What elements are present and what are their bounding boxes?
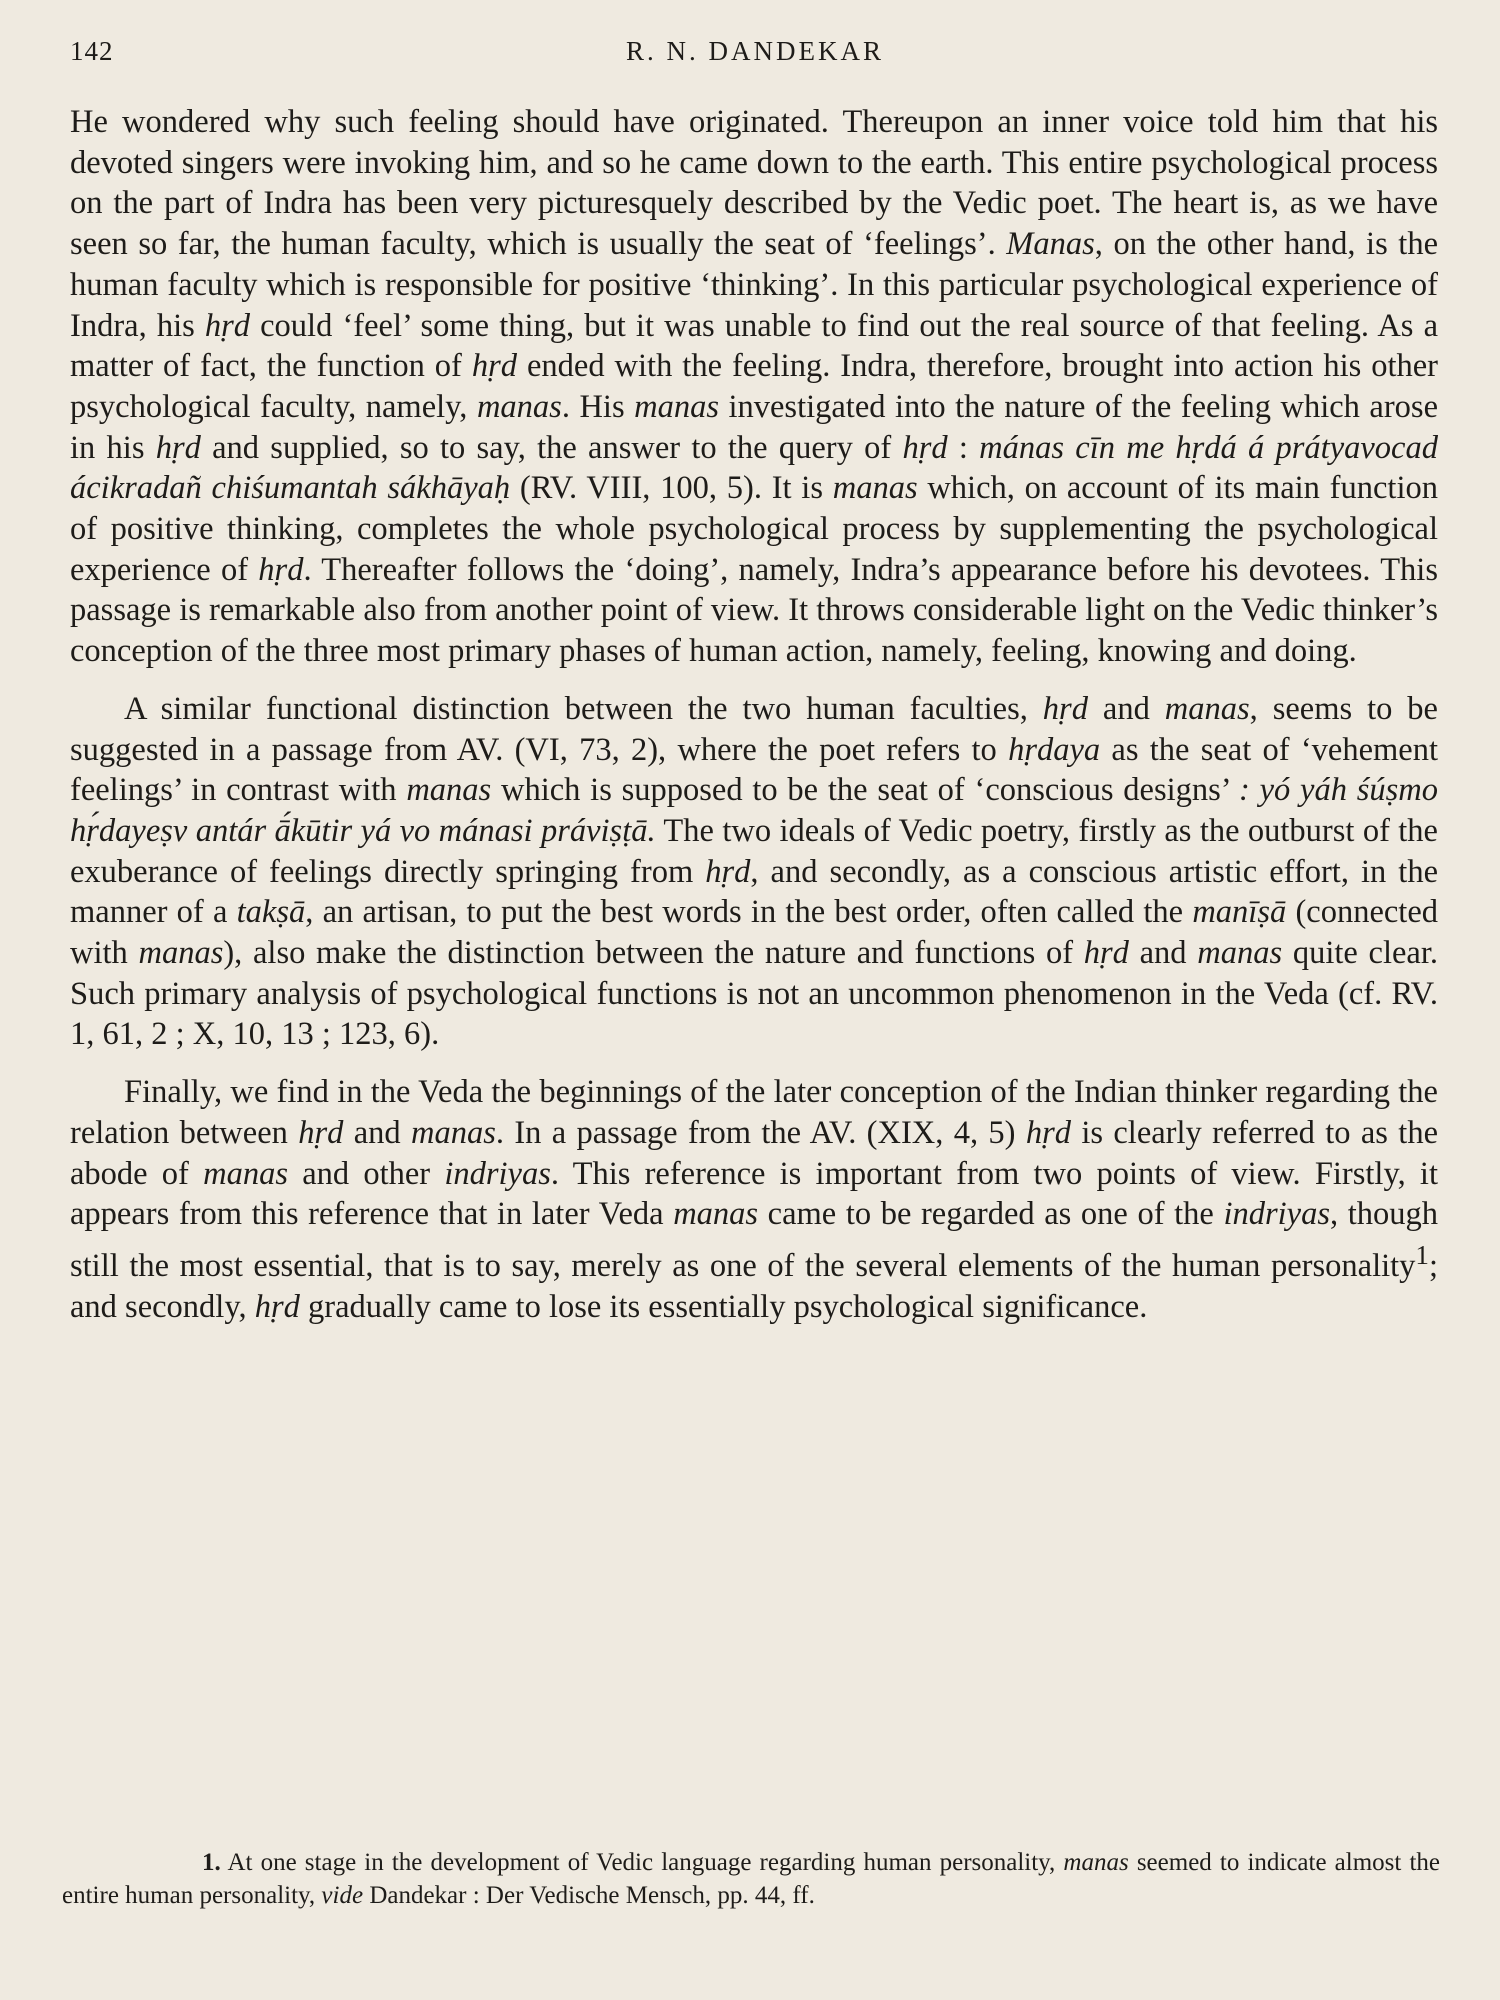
text-run: came to be regarded as one of the <box>758 1196 1224 1233</box>
italic-term: manas <box>203 1155 288 1192</box>
italic-term: manas <box>1063 1849 1129 1876</box>
italic-term: manas <box>410 1114 496 1151</box>
italic-term: hṛd <box>155 429 201 466</box>
text-run: , on the other hand, is the human faculty which is responsible for positive ‘thinking’. In this particular psychological experience of Indra, his <box>70 226 1438 344</box>
italic-term: manas <box>406 772 492 809</box>
italic-term: hṛd <box>1025 1114 1072 1151</box>
footnote-marker: 1 <box>1415 1239 1429 1270</box>
text-run: and <box>1128 935 1198 972</box>
italic-term: manas <box>634 388 719 425</box>
italic-term: indriyas <box>1223 1196 1330 1233</box>
italic-term: manas <box>1164 690 1250 727</box>
text-run: and <box>343 1114 411 1151</box>
paragraph <box>70 1072 1438 1327</box>
text-run: Vedische Mensch, pp. 44, ff. <box>529 1882 815 1909</box>
text-run: (connected with <box>70 894 1438 972</box>
italic-term: manīṣā <box>1192 894 1287 931</box>
text-run: gradually came to lose its essentially psychological significance. <box>299 1288 1148 1325</box>
body-text <box>70 102 1438 1344</box>
text-run: A similar functional distinction between the two human faculties, <box>124 690 1043 727</box>
text-run: ; and secondly, <box>70 1247 1438 1325</box>
italic-term: mánas cīn me hṛdá á prátyavocad ácikradañ chiśumantah sákhāyaḥ <box>70 429 1438 507</box>
italic-term: hṛdaya <box>1008 731 1101 768</box>
text-run: . This reference is important from two points of view. Firstly, it appears from this reference that in later Veda <box>70 1155 1438 1233</box>
page-header <box>70 36 1440 76</box>
italic-term: hṛd <box>902 429 948 466</box>
text-run: and <box>1087 690 1165 727</box>
paragraph <box>70 689 1438 1055</box>
text-run: ), also make the distinction between the nature and functions of <box>223 935 1084 972</box>
text-run: . In a passage from the AV. (XIX, 4, 5) <box>495 1114 1026 1151</box>
italic-term: hṛd <box>254 1288 300 1325</box>
text-run: and supplied, so to say, the answer to the query of <box>200 429 903 466</box>
italic-term: Manas <box>1006 226 1095 263</box>
text-run: , and secondly, as a conscious artistic effort, in the manner of a <box>70 853 1438 931</box>
page-number: 142 <box>70 36 114 66</box>
italic-term: vide <box>321 1882 364 1909</box>
italic-term: : yó yáh śúṣmo hṛ́dayeṣv antár ā́kūtir yá vo mánasi práviṣṭā. <box>70 772 1438 849</box>
text-run: . Thereafter follows the ‘doing’, namely, Indra’s appearance before his devotees. This passage is remarkable also from another point of view. It throws considerable light on the Vedic thinker’s conception of the three most primary phases of human action, namely, feeling, knowing and doing. <box>70 551 1438 670</box>
italic-term: manas <box>138 935 224 972</box>
text-run: and other <box>287 1155 445 1192</box>
footnote <box>62 1846 1440 1912</box>
italic-term: takṣā <box>236 894 306 931</box>
text-run: quite clear. Such primary analysis of psychological functions is not an uncommon phenomenon in the Veda (cf. RV. 1, 61, 2 ; X, 10, 13 ; 123, 6). <box>70 935 1438 1053</box>
italic-term: hṛd <box>298 1114 344 1151</box>
text-run: ended with the feeling. Indra, therefore, brought into action his other psychological faculty, namely, <box>70 348 1439 425</box>
text-run: At one stage in the development of Vedic language regarding human personality, <box>227 1849 1056 1876</box>
italic-term: hṛd <box>1042 690 1088 727</box>
italic-term: hṛd <box>258 551 304 588</box>
footnotes <box>62 1846 1440 1912</box>
text-run: investigated into the nature of the feeling which arose in his <box>70 388 1438 466</box>
text-run: could ‘feel’ some thing, but it was unable to find out the real source of that feeling. As a matter of fact, the function of <box>70 307 1438 385</box>
italic-term: hṛd <box>204 307 251 344</box>
text-run: , an artisan, to put the best words in the best order, often called the <box>305 894 1193 931</box>
text-run: Dandekar : Der <box>363 1882 524 1909</box>
paragraph <box>70 102 1438 672</box>
italic-term: manas <box>1197 935 1283 972</box>
footnote-line <box>529 1882 815 1909</box>
text-run: seemed to indicate almost the entire human personality, <box>62 1849 1440 1909</box>
text-run: which is supposed to be the seat of ‘conscious designs’ <box>491 772 1239 809</box>
italic-term: hṛd <box>1083 935 1129 972</box>
italic-term: manas <box>476 388 562 425</box>
italic-term: hṛd <box>705 853 751 890</box>
running-head: R. N. DANDEKAR <box>626 36 884 66</box>
italic-term: manas <box>673 1196 759 1233</box>
italic-term: manas <box>832 470 918 507</box>
text-run: Finally, we find in the Veda the beginnings of the later conception of the Indian thinker regarding the relation between <box>70 1074 1438 1151</box>
footnote-line <box>227 1849 1055 1876</box>
text-run: The two ideals of Vedic poetry, firstly as the outburst of the exuberance of feelings directly springing from <box>70 812 1438 890</box>
text-run: (RV. VIII, 100, 5). It is <box>510 470 833 507</box>
text-run: is clearly referred to as the abode of <box>70 1114 1438 1192</box>
text-run: , though still the most essential, that is to say, merely as one of the several elements of the human personality <box>70 1196 1438 1284</box>
italic-term: hṛd <box>471 348 517 385</box>
text-run: , seems to be suggested in a passage from AV. (VI, 73, 2), where the poet refers to <box>70 690 1438 768</box>
text-run: : <box>947 429 980 466</box>
text-run: as the seat of ‘vehement feelings’ in contrast with <box>70 731 1438 809</box>
text-run: . His <box>561 388 635 425</box>
footnote-number: 1. <box>202 1849 221 1876</box>
italic-term: indriyas <box>444 1155 551 1192</box>
text-run: which, on account of its main function of positive thinking, completes the whole psychological process by supplementing the psychological experience of <box>70 470 1438 588</box>
text-run: He wondered why such feeling should have originated. Thereupon an inner voice told him that his devoted singers were invoking him, and so he came down to the earth. This entire psychological process on the part of Indra has been very picturesquely described by the Vedic poet. The heart is, as we have seen so far, the human faculty, which is usually the seat of ‘feelings’. <box>70 104 1438 263</box>
